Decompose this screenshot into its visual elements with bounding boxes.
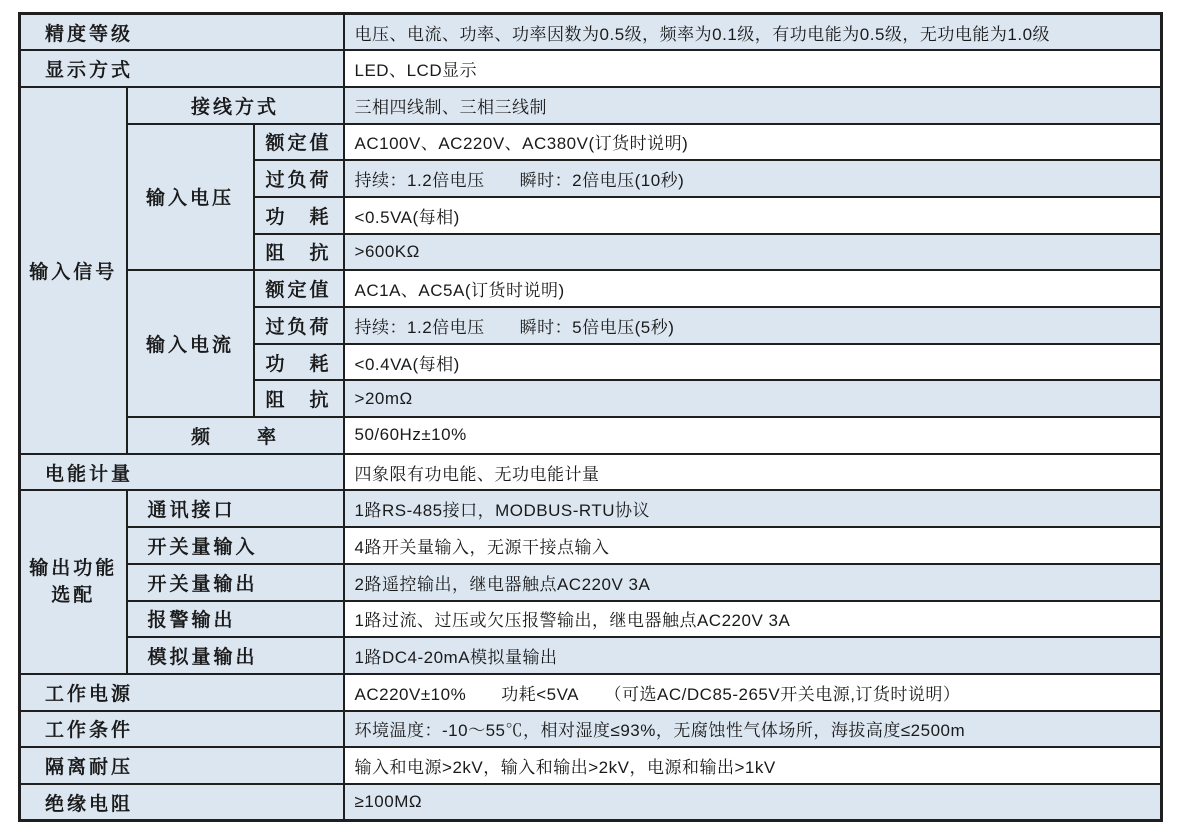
row-digital-output bbox=[20, 564, 1162, 601]
power-supply-value: AC220V±10% 功耗<5VA （可选AC/DC85-265V开关电源,订货时说明） bbox=[344, 674, 1162, 711]
alarm-output-value: 1路过流、过压或欠压报警输出，继电器触点AC220V 3A bbox=[344, 601, 1162, 638]
row-power-supply bbox=[20, 674, 1162, 711]
wiring-mode-label: 接线方式 bbox=[127, 87, 344, 124]
current-impedance-label: 阻 抗 bbox=[254, 380, 344, 417]
row-current-rated bbox=[20, 270, 1162, 307]
frequency-value: 50/60Hz±10% bbox=[344, 417, 1162, 454]
voltage-consumption-label: 功 耗 bbox=[254, 197, 344, 234]
insulation-resistance-label: 绝缘电阻 bbox=[20, 784, 344, 821]
input-signal-group-label: 输入信号 bbox=[20, 87, 127, 454]
output-options-group-label bbox=[20, 490, 127, 673]
row-frequency bbox=[20, 417, 1162, 454]
current-consumption-value: <0.4VA(每相) bbox=[344, 344, 1162, 381]
isolation-voltage-value: 输入和电源>2kV，输入和输出>2kV，电源和输出>1kV bbox=[344, 747, 1162, 784]
current-overload-value: 持续：1.2倍电压 瞬时：5倍电压(5秒) bbox=[344, 307, 1162, 344]
row-voltage-rated bbox=[20, 124, 1162, 161]
current-impedance-value: >20mΩ bbox=[344, 380, 1162, 417]
row-digital-input bbox=[20, 527, 1162, 564]
current-consumption-label: 功 耗 bbox=[254, 344, 344, 381]
voltage-impedance-value: >600KΩ bbox=[344, 234, 1162, 271]
accuracy-class-value: 电压、电流、功率、功率因数为0.5级，频率为0.1级，有功电能为0.5级，无功电能为1.0级 bbox=[344, 14, 1162, 51]
display-mode-label: 显示方式 bbox=[20, 50, 344, 87]
comm-interface-label: 通讯接口 bbox=[127, 490, 344, 527]
input-voltage-group-label: 输入电压 bbox=[127, 124, 254, 271]
row-analog-output bbox=[20, 637, 1162, 674]
row-wiring-mode bbox=[20, 87, 1162, 124]
accuracy-class-label: 精度等级 bbox=[20, 14, 344, 51]
output-options-line2: 选配 bbox=[51, 585, 96, 607]
row-alarm-output bbox=[20, 601, 1162, 638]
digital-input-label: 开关量输入 bbox=[127, 527, 344, 564]
row-display-mode bbox=[20, 50, 1162, 87]
energy-metering-label: 电能计量 bbox=[20, 454, 344, 491]
alarm-output-label: 报警输出 bbox=[127, 601, 344, 638]
working-conditions-value: 环境温度：-10～55℃，相对湿度≤93%，无腐蚀性气体场所，海拔高度≤2500m bbox=[344, 711, 1162, 748]
voltage-rated-value: AC100V、AC220V、AC380V(订货时说明) bbox=[344, 124, 1162, 161]
row-accuracy-class bbox=[20, 14, 1162, 51]
spec-table bbox=[18, 12, 1163, 822]
insulation-resistance-value: ≥100MΩ bbox=[344, 784, 1162, 821]
voltage-rated-label: 额定值 bbox=[254, 124, 344, 161]
display-mode-value: LED、LCD显示 bbox=[344, 50, 1162, 87]
analog-output-value: 1路DC4-20mA模拟量输出 bbox=[344, 637, 1162, 674]
row-energy-metering bbox=[20, 454, 1162, 491]
input-current-group-label: 输入电流 bbox=[127, 270, 254, 417]
output-options-line1: 输出功能 bbox=[29, 557, 118, 579]
wiring-mode-value: 三相四线制、三相三线制 bbox=[344, 87, 1162, 124]
comm-interface-value: 1路RS-485接口，MODBUS-RTU协议 bbox=[344, 490, 1162, 527]
frequency-label: 频 率 bbox=[127, 417, 344, 454]
row-comm-interface bbox=[20, 490, 1162, 527]
working-conditions-label: 工作条件 bbox=[20, 711, 344, 748]
row-insulation-resistance bbox=[20, 784, 1162, 821]
digital-output-value: 2路遥控输出，继电器触点AC220V 3A bbox=[344, 564, 1162, 601]
analog-output-label: 模拟量输出 bbox=[127, 637, 344, 674]
digital-input-value: 4路开关量输入，无源干接点输入 bbox=[344, 527, 1162, 564]
voltage-overload-label: 过负荷 bbox=[254, 160, 344, 197]
current-rated-value: AC1A、AC5A(订货时说明) bbox=[344, 270, 1162, 307]
row-working-conditions bbox=[20, 711, 1162, 748]
voltage-impedance-label: 阻 抗 bbox=[254, 234, 344, 271]
power-supply-label: 工作电源 bbox=[20, 674, 344, 711]
isolation-voltage-label: 隔离耐压 bbox=[20, 747, 344, 784]
digital-output-label: 开关量输出 bbox=[127, 564, 344, 601]
energy-metering-value: 四象限有功电能、无功电能计量 bbox=[344, 454, 1162, 491]
voltage-consumption-value: <0.5VA(每相) bbox=[344, 197, 1162, 234]
voltage-overload-value: 持续：1.2倍电压 瞬时：2倍电压(10秒) bbox=[344, 160, 1162, 197]
row-isolation-voltage bbox=[20, 747, 1162, 784]
current-rated-label: 额定值 bbox=[254, 270, 344, 307]
current-overload-label: 过负荷 bbox=[254, 307, 344, 344]
